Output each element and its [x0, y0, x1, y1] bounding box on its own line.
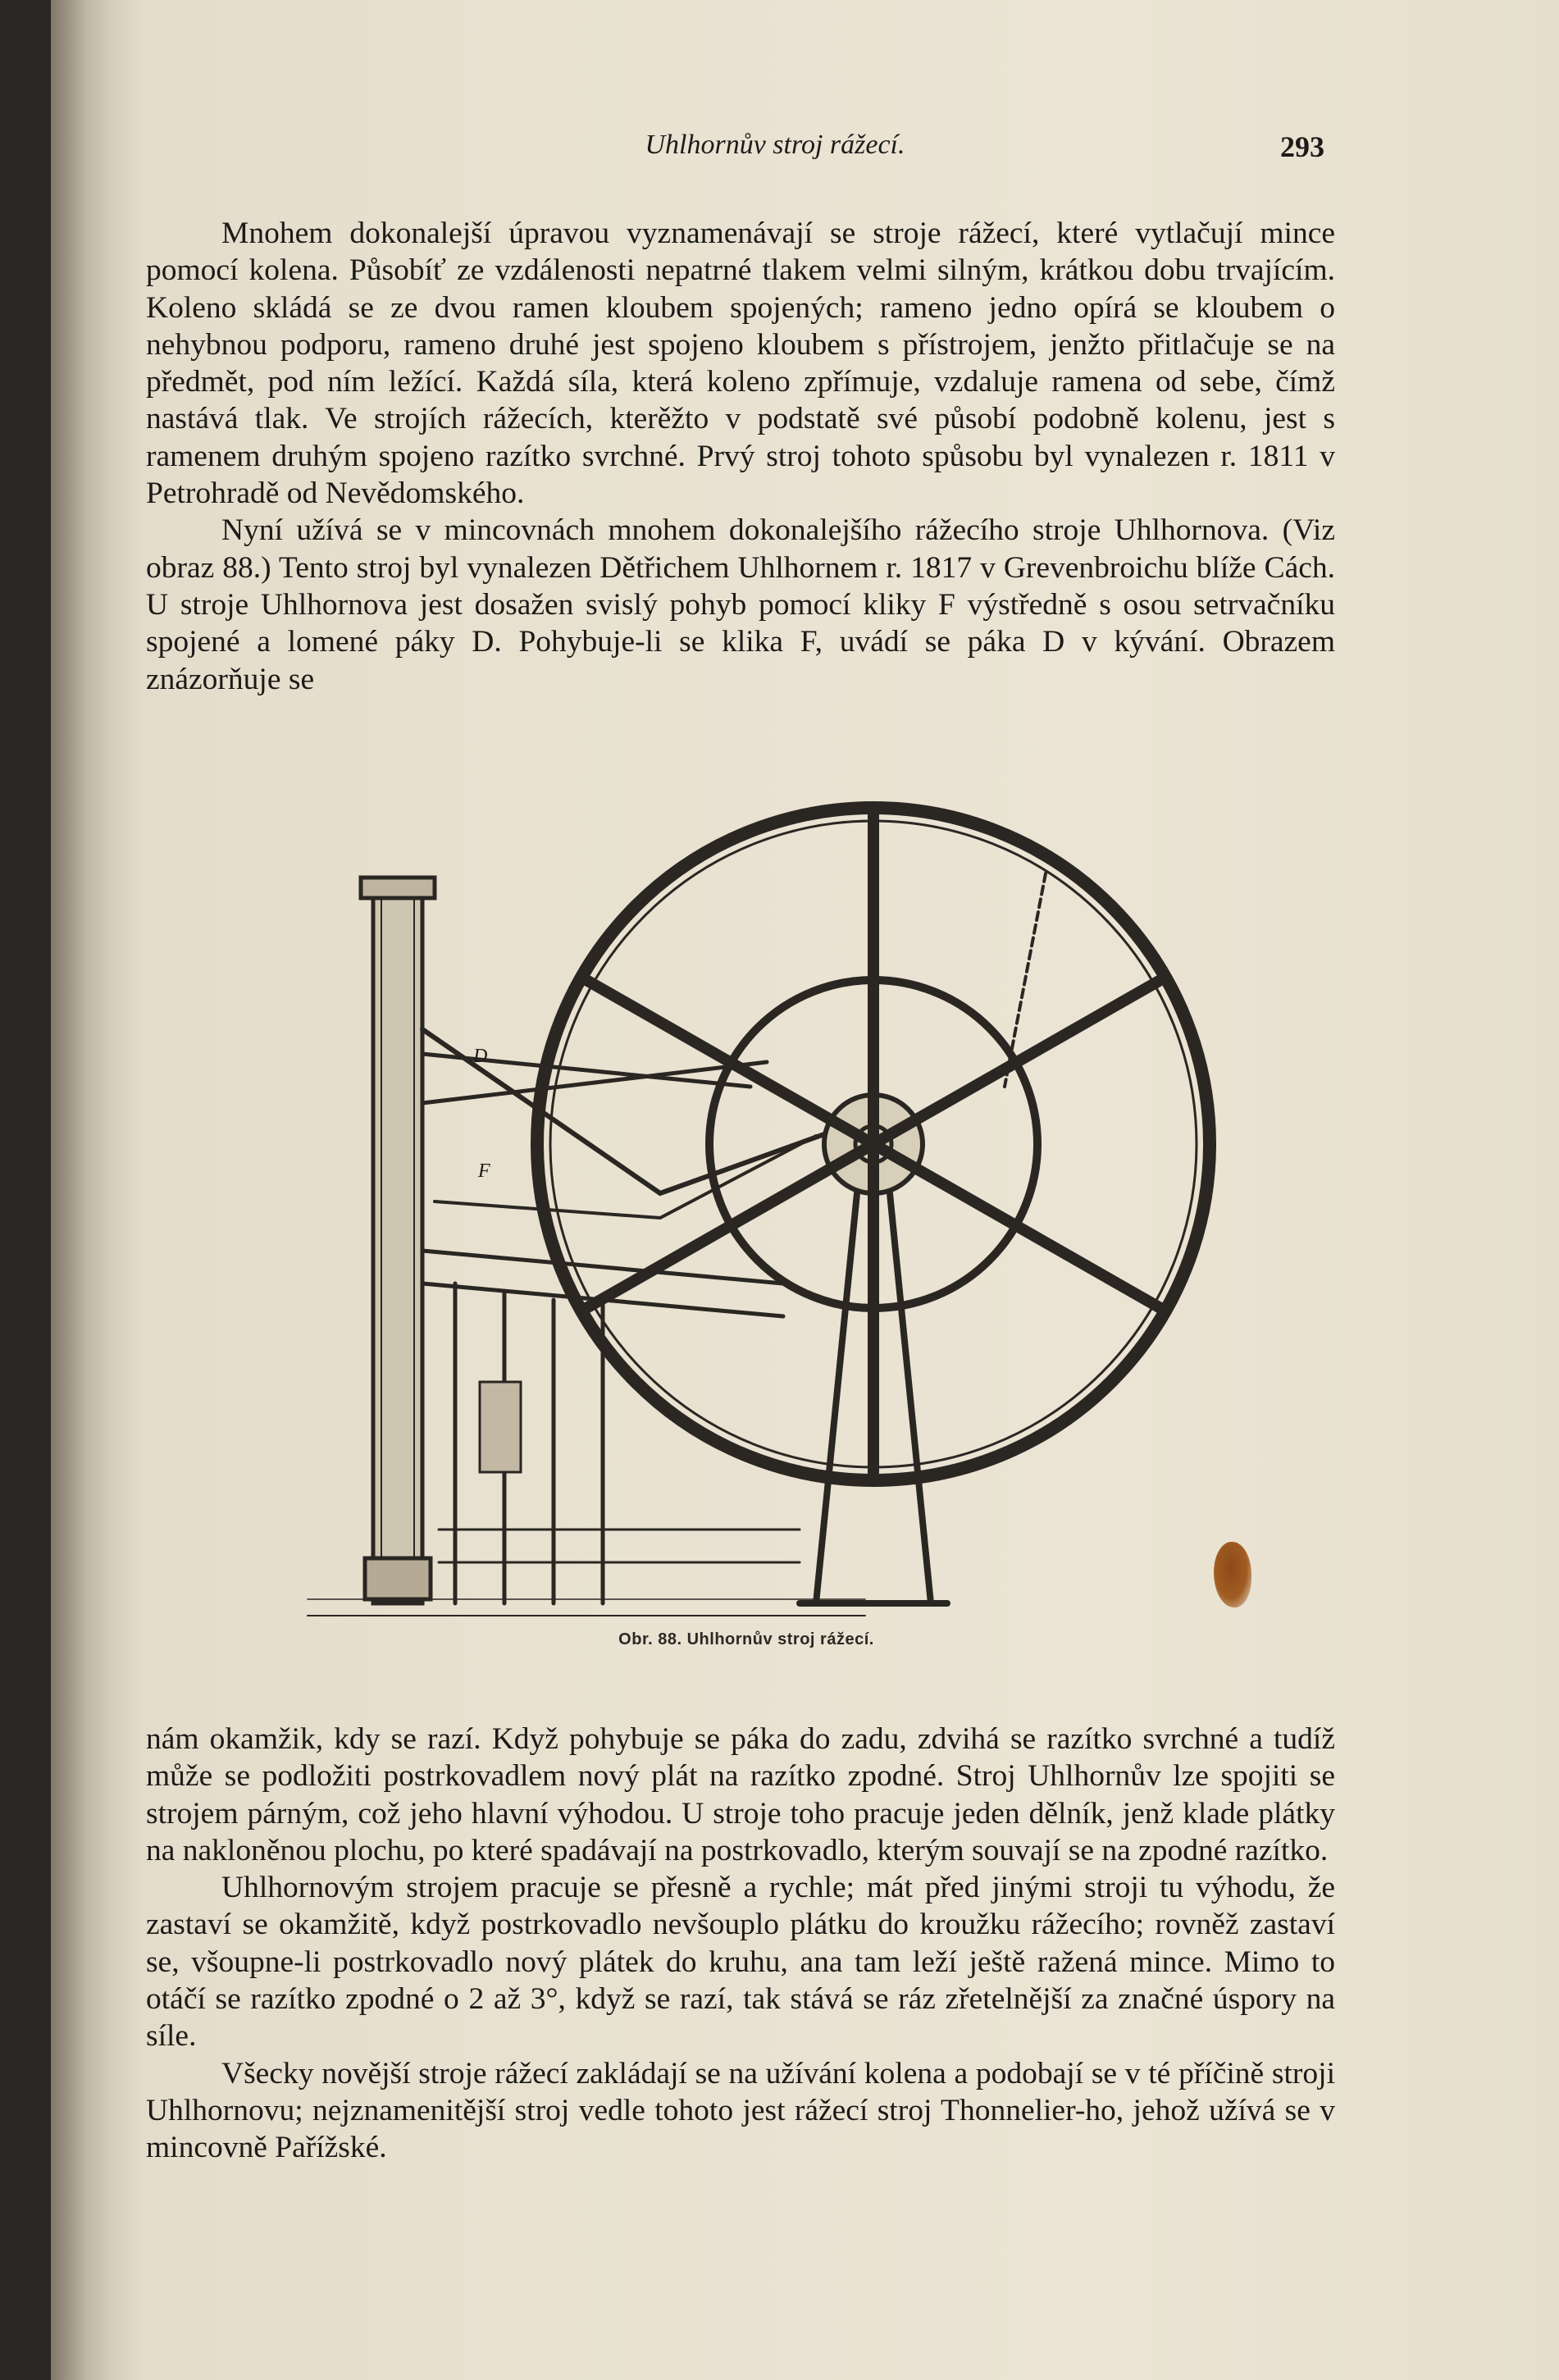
label-d: D	[473, 1046, 488, 1067]
page-gutter-shadow	[51, 0, 141, 2380]
flywheel	[537, 808, 1210, 1480]
figure-caption: Obr. 88. Uhlhornův stroj rážecí.	[618, 1630, 874, 1648]
label-f: F	[478, 1160, 490, 1182]
paragraph: Všecky novější stroje rážecí zakládají se na užívání kolena a podobají se v té příčině stroji Uhlhornovu; nejznamenitější stroj vedle tohoto jest rážecí stroj Thonnelier-ho, jehož užívá se v mincovně Pařížské.	[146, 2056, 1335, 2165]
text-block-bottom	[146, 1721, 1335, 2167]
paragraph: Uhlhornovým strojem pracuje se přesně a rychle; mát před jinými stroji tu výhodu, že zastaví se okamžitě, když postrkovadlo nevšouplo plátku do kroužku rážecího; rovněž zastaví se, všoupne-li postrkovadlo nový plátek do kruhu, ana tam leží ještě ražená mince. Mimo to otáčí se razítko zpodné o 2 až 3°, když se razí, tak stává se ráz zřetelnější za značné úspory na síle.	[146, 1871, 1335, 2054]
paragraph: Mnohem dokonalejší úpravou vyznamenávají se stroje rážecí, které vytlačují mince pomocí kolena. Působíť ze vzdálenosti nepatrné tlakem velmi silným, krátkou dobu trvajícím. Koleno skládá se ze dvou ramen kloubem spojených; rameno jedno opírá se kloubem o nehybnou podporu, rameno druhé jest spojeno kloubem s přístrojem, jenžto přitlačuje se na předmět, pod ním ležící. Každá síla, která koleno zpřímuje, vzdaluje ramena od sebe, čímž nastává tlak. Ve strojích rážecích, kterěžto v podstatě své působí podobně kolenu, jest s ramenem druhým spojeno razítko svrchné. Prvý stroj tohoto spůsobu byl vynalezen r. 1811 v Petrohradě od Nevědomského.	[146, 217, 1335, 511]
paper-stain	[1214, 1542, 1251, 1607]
running-title: Uhlhornův stroj rážecí.	[645, 130, 905, 160]
page-number: 293	[1280, 130, 1324, 163]
paragraph: nám okamžik, kdy se razí. Když pohybuje se páka do zadu, zdvihá se razítko svrchné a tudíž může se podložiti postrkovadlem nový plát na razítko zpodné. Stroj Uhlhornův lze spojiti se strojem párným, což jeho hlavní výhodou. U stroje toho pracuje jeden dělník, jenž klade plátky na nakloněnou plochu, po které spadávají na postrkovadlo, kterým souvají se na zpodné razítko.	[146, 1722, 1335, 1867]
coining-press-illustration	[291, 791, 1316, 1640]
paragraph: Nyní užívá se v mincovnách mnohem dokonalejšího rážecího stroje Uhlhornova. (Viz obraz 88.) Tento stroj byl vynalezen Dětřichem Uhlhornem r. 1817 v Grevenbroichu blíže Cách. U stroje Uhlhornova jest dosažen svislý pohyb pomocí kliky F výstředně s osou setrvačníku spojené a lomené páky D. Pohybuje-li se klika F, uvádí se páka D v kývání. Obrazem znázorňuje se	[146, 513, 1335, 696]
text-block-top	[146, 215, 1335, 698]
